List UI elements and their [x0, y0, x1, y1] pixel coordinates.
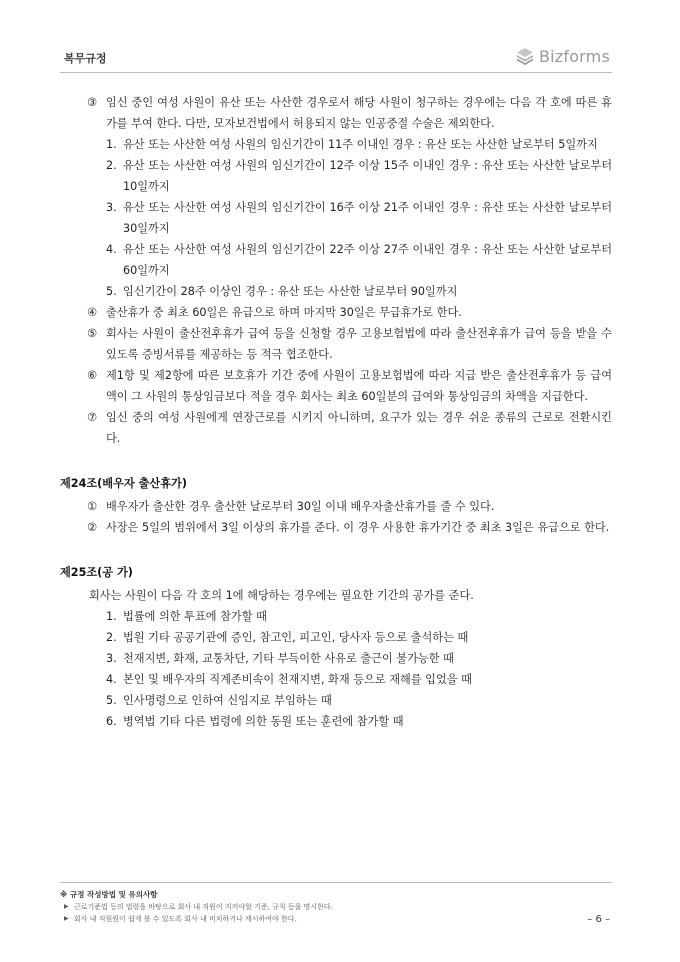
article25-subitem-1 — [60, 606, 612, 627]
article25-subitem-5 — [60, 690, 612, 711]
clause-number: ⑤ — [87, 327, 98, 340]
subitem-number: 5. — [106, 694, 117, 707]
subitem-text: 인사명령으로 인하여 신임지로 부임하는 때 — [123, 694, 332, 707]
clause-text: 임신 중의 여성 사원에게 연장근로를 시키지 아니하며, 요구가 있는 경우 쉬운 종류의 근로로 전환시킨다. — [106, 411, 612, 445]
article25-intro: 회사는 사원이 다음 각 호의 1에 해당하는 경우에는 필요한 기간의 공가를 준다. — [89, 589, 474, 602]
bizforms-logo — [515, 46, 610, 66]
subitem-number: 1. — [106, 610, 117, 623]
subitem-number: 5. — [106, 285, 117, 298]
page-footer — [60, 882, 612, 925]
bizforms-logo-icon — [515, 46, 535, 66]
footer-note-item — [60, 913, 612, 925]
footer-note-title: ※ 규정 작성방법 및 유의사항 — [60, 890, 158, 899]
clause-number: ① — [87, 500, 98, 513]
clause-text: 출산휴가 중 최초 60일은 유급으로 하며 마지막 30일은 무급휴가로 한다. — [106, 306, 462, 319]
article25-subitem-2 — [60, 627, 612, 648]
article25-subitem-4 — [60, 669, 612, 690]
clause-text: 배우자가 출산한 경우 출산한 날로부터 30일 이내 배우자출산휴가를 줄 수 있다. — [106, 500, 495, 513]
page-header — [60, 44, 612, 73]
article23-clause-4 — [60, 302, 612, 323]
clause-number: ④ — [87, 306, 98, 319]
triangle-bullet-icon: ▶ — [64, 903, 69, 910]
subitem-number: 2. — [106, 159, 117, 172]
subitem-text: 유산 또는 사산한 여성 사원의 임신기간이 12주 이상 15주 이내인 경우 : 유산 또는 사산한 날로부터 10일까지 — [123, 159, 612, 193]
subitem-number: 3. — [106, 201, 117, 214]
subitem-number: 3. — [106, 652, 117, 665]
clause-number: ⑥ — [87, 369, 98, 382]
subitem-number: 2. — [106, 631, 117, 644]
subitem-text: 법률에 의한 투표에 참가할 때 — [123, 610, 267, 623]
subitem-text: 법원 기타 공공기관에 증인, 참고인, 피고인, 당사자 등으로 출석하는 때 — [123, 631, 469, 644]
article24-clause-2 — [60, 517, 612, 538]
article23-clause-7 — [60, 407, 612, 449]
subitem-text: 본인 및 배우자의 직계존비속이 천재지변, 화재 등으로 재해를 입었을 때 — [123, 673, 472, 686]
article25-subitem-3 — [60, 648, 612, 669]
subitem-text: 유산 또는 사산한 여성 사원의 임신기간이 22주 이상 27주 이내인 경우 : 유산 또는 사산한 날로부터 60일까지 — [123, 243, 612, 277]
article23-subitem-5 — [60, 281, 612, 302]
subitem-number: 6. — [106, 715, 117, 728]
article23-subitem-4 — [60, 239, 612, 281]
article23-subitem-2 — [60, 155, 612, 197]
article25-title: 제25조(공 가) — [60, 566, 133, 579]
clause-number: ⑦ — [87, 411, 98, 424]
article25-subitem-6 — [60, 711, 612, 732]
clause-text: 회사는 사원이 출산전후휴가 급여 등을 신청할 경우 고용보험법에 따라 출산전후휴가 급여 등을 받을 수 있도록 증빙서류를 제공하는 등 적극 협조한다. — [106, 327, 612, 361]
footer-note-item — [60, 901, 612, 913]
article23-clause-3 — [60, 92, 612, 134]
logo-text: Bizforms — [538, 46, 610, 66]
document-title: 복무규정 — [64, 52, 107, 65]
clause-text: 사장은 5일의 범위에서 3일 이상의 휴가를 준다. 이 경우 사용한 휴가기간 중 최초 3일은 유급으로 한다. — [106, 521, 610, 534]
subitem-text: 유산 또는 사산한 여성 사원의 임신기간이 16주 이상 21주 이내인 경우 : 유산 또는 사산한 날로부터 30일까지 — [123, 201, 612, 235]
subitem-number: 4. — [106, 243, 117, 256]
footer-note-text: 근로기준법 등의 법령을 바탕으로 회사 내 직원이 지켜야할 기준, 규칙 등을 명시한다. — [74, 903, 333, 911]
subitem-text: 천재지변, 화재, 교통차단, 기타 부득이한 사유로 출근이 불가능한 때 — [123, 652, 454, 665]
page-number: – 6 – — [587, 914, 610, 925]
subitem-text: 병역법 기타 다른 법령에 의한 동원 또는 훈련에 참가할 때 — [123, 715, 404, 728]
clause-number: ③ — [87, 96, 98, 109]
article23-subitem-1 — [60, 134, 612, 155]
subitem-text: 유산 또는 사산한 여성 사원의 임신기간이 11주 이내인 경우 : 유산 또는 사산한 날로부터 5일까지 — [123, 138, 598, 151]
subitem-text: 임신기간이 28주 이상인 경우 : 유산 또는 사산한 날로부터 90일까지 — [123, 285, 458, 298]
document-body — [60, 92, 612, 732]
triangle-bullet-icon: ▶ — [64, 915, 69, 922]
article24-title: 제24조(배우자 출산휴가) — [60, 477, 187, 490]
article23-clause-6 — [60, 365, 612, 407]
footer-note-text: 회사 내 직원원이 쉽게 볼 수 있도록 회사 내 비치하거나 게시하여야 한다. — [74, 915, 297, 923]
subitem-number: 4. — [106, 673, 117, 686]
subitem-number: 1. — [106, 138, 117, 151]
clause-text: 임신 중인 여성 사원이 유산 또는 사산한 경우로서 해당 사원이 청구하는 경우에는 다음 각 호에 따른 휴가를 부여 한다. 다만, 모자보건법에서 허용되지 않는 인공중절 수술은 제외한다. — [106, 96, 612, 130]
article23-subitem-3 — [60, 197, 612, 239]
article23-clause-5 — [60, 323, 612, 365]
clause-number: ② — [87, 521, 98, 534]
clause-text: 제1항 및 제2항에 따른 보호휴가 기간 중에 사원이 고용보험법에 따라 지급 받은 출산전후휴가 등 급여액이 그 사원의 통상임금보다 적을 경우 회사는 최초 60일분의 급여와 통상임금의 차액을 지급한다. — [106, 369, 612, 403]
article24-clause-1 — [60, 496, 612, 517]
